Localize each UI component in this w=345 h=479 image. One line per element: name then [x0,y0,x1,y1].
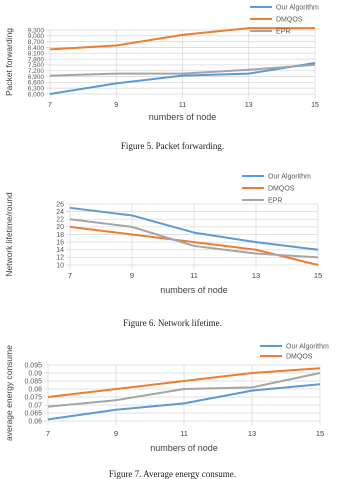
x-tick-label: 11 [178,102,187,109]
legend-label: Our Algorithm [286,343,329,351]
x-axis-label: numbers of node [150,443,218,453]
x-tick-label: 7 [48,102,52,109]
y-tick-label: 9,300 [27,27,44,35]
legend-label: Our Algorithm [276,4,319,12]
x-tick-label: 7 [45,429,51,438]
y-tick-label: 24 [56,208,64,216]
x-tick-label: 9 [114,102,119,109]
y-tick-label: 7,800 [27,56,44,64]
y-tick-label: 14 [56,247,64,255]
figure-6-caption: Figure 6. Network lifetime. [123,318,222,328]
network-lifetime-plot [0,165,345,330]
y-tick-label: 7,200 [27,68,44,76]
y-tick-label: 6,000 [27,91,44,99]
y-tick-label: 0.065 [24,410,42,418]
y-tick-label: 6,300 [27,85,44,93]
figure-5-caption: Figure 5. Packet forwarding. [120,141,225,151]
x-tick-label: 11 [190,271,198,280]
y-axis-label: Packet forwarding [4,27,14,97]
x-axis-label: numbers of node [148,112,217,122]
legend-label: DMQOS [276,16,303,24]
y-axis-label: Network lifetime/round [4,192,14,277]
legend-label: DMQOS [286,353,313,361]
x-tick-label: 9 [113,429,119,438]
x-tick-label: 15 [311,102,319,109]
y-tick-label: 6,600 [27,79,44,87]
y-tick-label: 0.095 [24,362,42,370]
x-tick-label: 11 [180,429,188,438]
x-tick-label: 7 [67,271,73,280]
legend-label: EPR [268,197,283,205]
y-tick-label: 12 [56,254,64,262]
y-tick-label: 0.075 [24,394,42,402]
energy-consume-plot [0,338,345,479]
y-tick-label: 10 [56,262,64,270]
y-tick-label: 0.08 [28,386,42,394]
y-tick-label: 0.07 [28,402,42,410]
y-tick-label: 16 [56,239,64,247]
legend-label: Our Algorithm [268,173,311,181]
energy-consume-chart [0,338,345,479]
y-axis-label: average energy consume [4,345,14,441]
network-lifetime-chart [0,165,345,330]
y-tick-label: 8,100 [27,50,44,58]
x-tick-label: 15 [313,271,323,280]
y-tick-label: 20 [56,224,64,232]
y-tick-label: 6,900 [27,73,44,81]
x-tick-label: 9 [129,271,135,280]
y-tick-label: 26 [56,201,64,209]
y-tick-label: 0.09 [28,370,42,378]
y-tick-label: 8,400 [27,44,44,52]
x-tick-label: 15 [315,429,325,438]
packet-forwarding-plot [0,0,345,155]
x-tick-label: 13 [247,429,257,438]
y-tick-label: 8,700 [27,38,44,46]
packet-forwarding-chart [0,0,345,155]
x-tick-label: 13 [244,102,253,109]
y-tick-label: 0.06 [28,418,42,426]
y-tick-label: 0.085 [24,378,42,386]
y-tick-label: 22 [56,216,64,224]
x-axis-label: numbers of node [160,285,228,295]
legend-label: DMQOS [268,185,295,193]
y-tick-label: 18 [56,231,64,239]
x-tick-label: 13 [251,271,261,280]
figure-7-caption: Figure 7. Average energy consume. [108,469,237,479]
y-tick-label: 9,000 [27,33,44,41]
y-tick-label: 7,500 [27,62,44,70]
legend-label: EPR [276,28,291,36]
